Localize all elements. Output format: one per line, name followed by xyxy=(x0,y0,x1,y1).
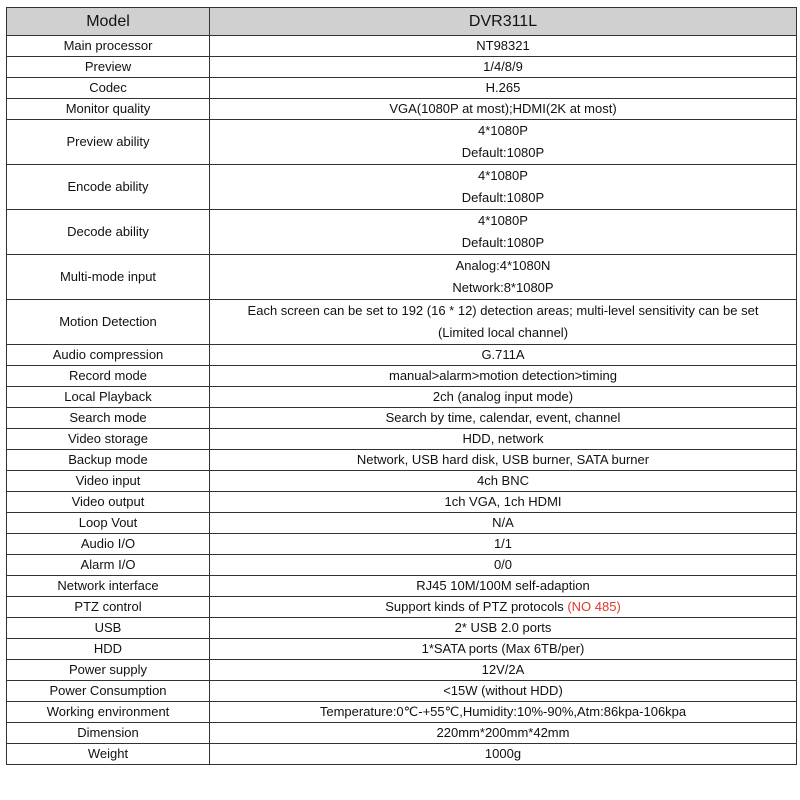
spec-label: Encode ability xyxy=(7,165,210,210)
spec-row-power-supply xyxy=(7,660,797,681)
spec-label: Loop Vout xyxy=(7,513,210,534)
spec-label: Multi-mode input xyxy=(7,255,210,300)
spec-row-monitor-quality xyxy=(7,99,797,120)
spec-value-line: (Limited local channel) xyxy=(437,325,569,340)
spec-label: Backup mode xyxy=(7,450,210,471)
spec-row-backup-mode xyxy=(7,450,797,471)
spec-label: Decode ability xyxy=(7,210,210,255)
spec-label: Power Consumption xyxy=(7,681,210,702)
spec-value: 2ch (analog input mode) xyxy=(210,387,797,408)
spec-value xyxy=(210,255,797,300)
spec-table xyxy=(6,7,797,765)
spec-row-usb xyxy=(7,618,797,639)
spec-label: Monitor quality xyxy=(7,99,210,120)
spec-row-multi-mode-input xyxy=(7,255,797,300)
spec-row-hdd xyxy=(7,639,797,660)
spec-label: Power supply xyxy=(7,660,210,681)
spec-row-local-playback xyxy=(7,387,797,408)
spec-value: 12V/2A xyxy=(210,660,797,681)
spec-row-video-storage xyxy=(7,429,797,450)
spec-label: Motion Detection xyxy=(7,300,210,345)
spec-label: Video storage xyxy=(7,429,210,450)
spec-row-weight xyxy=(7,744,797,765)
spec-row-working-environment xyxy=(7,702,797,723)
spec-value-line: 4*1080P xyxy=(478,168,528,183)
spec-value: G.711A xyxy=(210,345,797,366)
spec-value: RJ45 10M/100M self-adaption xyxy=(210,576,797,597)
spec-value: 220mm*200mm*42mm xyxy=(210,723,797,744)
spec-row-alarm-io xyxy=(7,555,797,576)
spec-row-video-input xyxy=(7,471,797,492)
spec-value xyxy=(210,597,797,618)
spec-value: Network, USB hard disk, USB burner, SATA burner xyxy=(210,450,797,471)
spec-value: 4ch BNC xyxy=(210,471,797,492)
spec-label: Preview xyxy=(7,57,210,78)
model-label: Model xyxy=(7,8,210,36)
header-row xyxy=(7,8,797,36)
spec-value: Temperature:0℃-+55℃,Humidity:10%-90%,Atm:86kpa-106kpa xyxy=(210,702,797,723)
spec-value: 1/1 xyxy=(210,534,797,555)
spec-value: 0/0 xyxy=(210,555,797,576)
spec-label: Working environment xyxy=(7,702,210,723)
spec-label: Dimension xyxy=(7,723,210,744)
spec-value-text: Support kinds of PTZ protocols xyxy=(385,599,568,614)
spec-label: Main processor xyxy=(7,36,210,57)
spec-row-motion-detection xyxy=(7,300,797,345)
spec-value-line: 4*1080P xyxy=(478,123,528,138)
spec-value: 2* USB 2.0 ports xyxy=(210,618,797,639)
spec-rows xyxy=(7,36,797,765)
spec-label: Search mode xyxy=(7,408,210,429)
spec-row-network-interface xyxy=(7,576,797,597)
spec-value: Search by time, calendar, event, channel xyxy=(210,408,797,429)
spec-row-video-output xyxy=(7,492,797,513)
spec-row-record-mode xyxy=(7,366,797,387)
spec-value: HDD, network xyxy=(210,429,797,450)
spec-value-line: Default:1080P xyxy=(461,145,545,160)
spec-row-audio-compression xyxy=(7,345,797,366)
spec-value-line: Default:1080P xyxy=(461,190,545,205)
spec-value: <15W (without HDD) xyxy=(210,681,797,702)
spec-row-preview xyxy=(7,57,797,78)
spec-label: Video input xyxy=(7,471,210,492)
spec-row-main-processor xyxy=(7,36,797,57)
spec-label: Local Playback xyxy=(7,387,210,408)
spec-row-codec xyxy=(7,78,797,99)
spec-value-line: Analog:4*1080N xyxy=(455,258,551,273)
spec-label: USB xyxy=(7,618,210,639)
spec-value: manual>alarm>motion detection>timing xyxy=(210,366,797,387)
model-value: DVR311L xyxy=(210,8,797,36)
spec-value-line: Network:8*1080P xyxy=(452,280,554,295)
spec-label: Video output xyxy=(7,492,210,513)
spec-label: Preview ability xyxy=(7,120,210,165)
spec-value: H.265 xyxy=(210,78,797,99)
spec-value xyxy=(210,165,797,210)
spec-row-decode-ability xyxy=(7,210,797,255)
spec-value xyxy=(210,300,797,345)
spec-value: NT98321 xyxy=(210,36,797,57)
spec-row-power-consumption xyxy=(7,681,797,702)
spec-row-preview-ability xyxy=(7,120,797,165)
spec-row-loop-vout xyxy=(7,513,797,534)
spec-row-dimension xyxy=(7,723,797,744)
spec-label: HDD xyxy=(7,639,210,660)
spec-label: Alarm I/O xyxy=(7,555,210,576)
spec-value xyxy=(210,120,797,165)
spec-value-line: Each screen can be set to 192 (16 * 12) detection areas; multi-level sensitivity can be set xyxy=(247,303,759,318)
spec-label: PTZ control xyxy=(7,597,210,618)
spec-label: Codec xyxy=(7,78,210,99)
spec-row-ptz-control xyxy=(7,597,797,618)
spec-value-line: Default:1080P xyxy=(461,235,545,250)
spec-row-search-mode xyxy=(7,408,797,429)
spec-label: Audio I/O xyxy=(7,534,210,555)
spec-row-audio-io xyxy=(7,534,797,555)
spec-label: Audio compression xyxy=(7,345,210,366)
spec-value: N/A xyxy=(210,513,797,534)
spec-label: Weight xyxy=(7,744,210,765)
spec-value-highlight: (NO 485) xyxy=(567,599,621,614)
spec-value-line: 4*1080P xyxy=(478,213,528,228)
spec-value: 1ch VGA, 1ch HDMI xyxy=(210,492,797,513)
spec-value xyxy=(210,210,797,255)
spec-value: 1000g xyxy=(210,744,797,765)
spec-value: 1/4/8/9 xyxy=(210,57,797,78)
spec-label: Record mode xyxy=(7,366,210,387)
spec-value: VGA(1080P at most);HDMI(2K at most) xyxy=(210,99,797,120)
spec-row-encode-ability xyxy=(7,165,797,210)
spec-value: 1*SATA ports (Max 6TB/per) xyxy=(210,639,797,660)
spec-label: Network interface xyxy=(7,576,210,597)
